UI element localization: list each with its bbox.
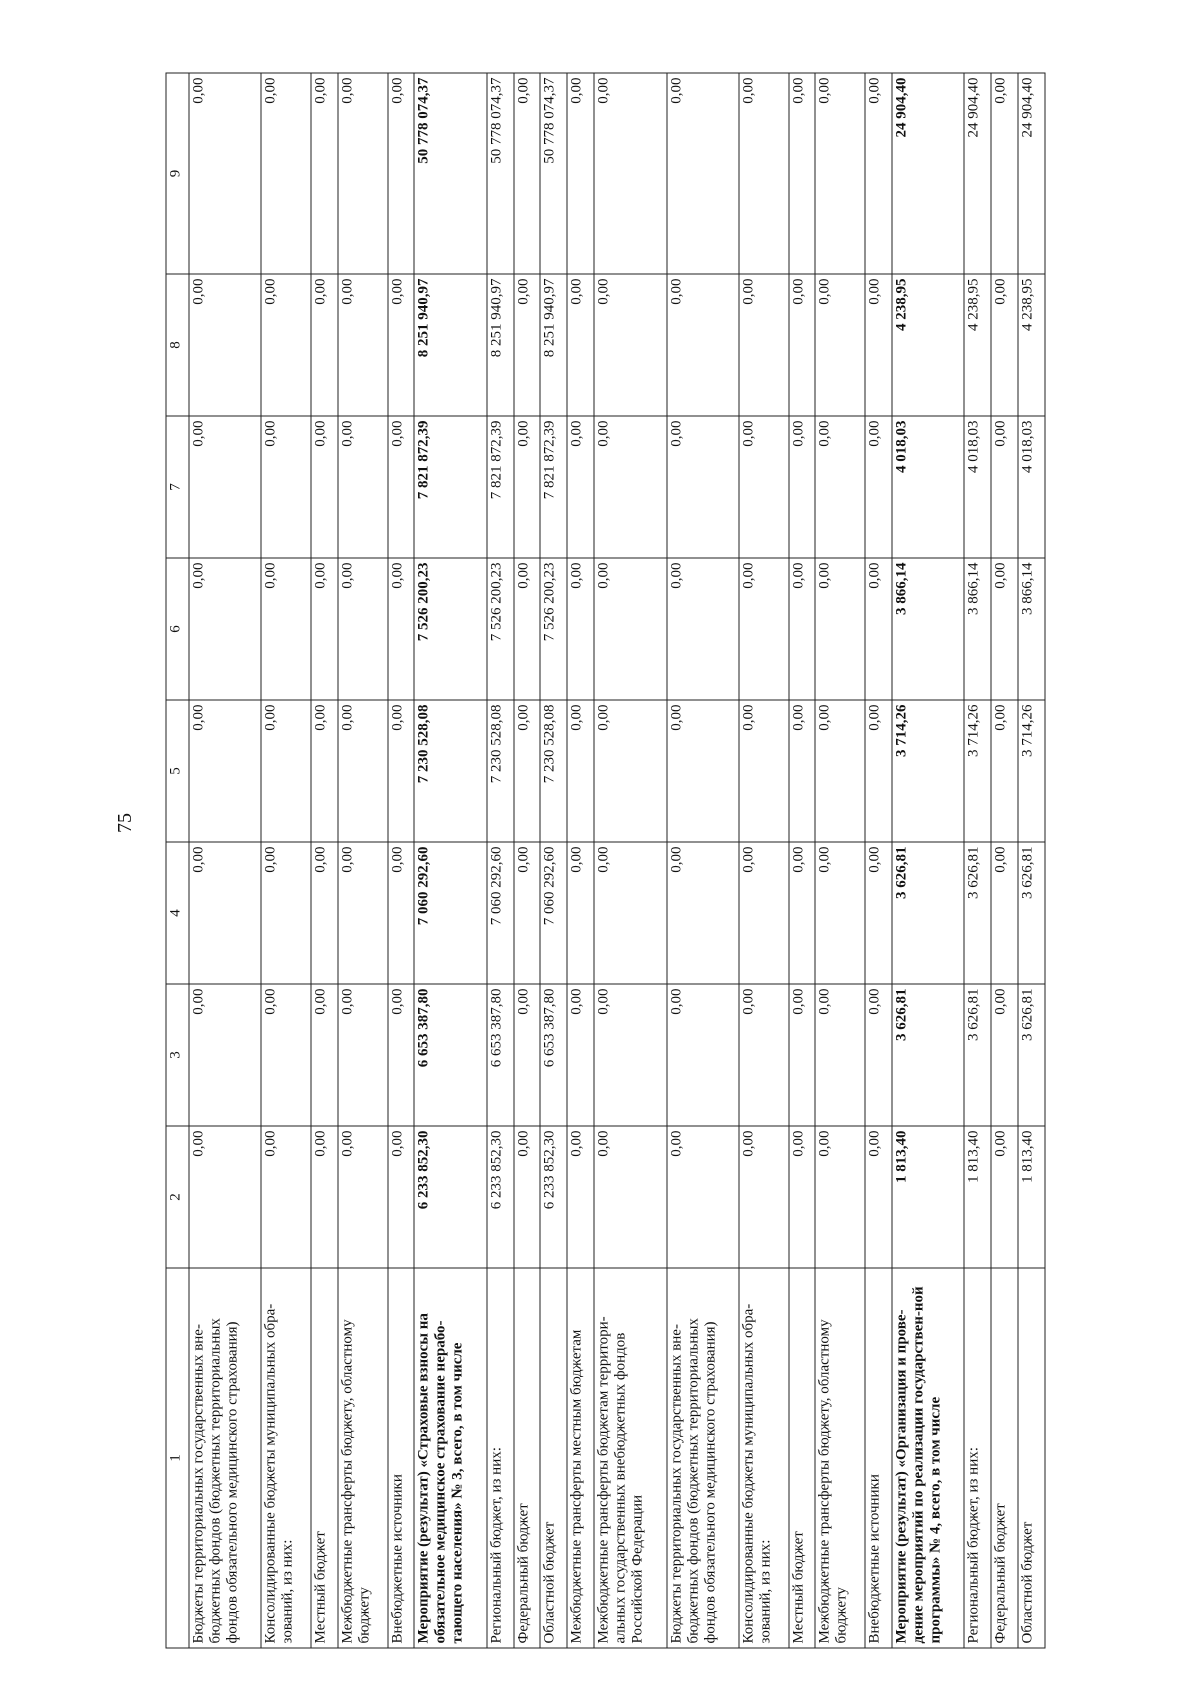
value-cell: 0,00 xyxy=(788,416,815,558)
value-cell: 0,00 xyxy=(865,700,892,842)
value-cell: 0,00 xyxy=(739,558,789,700)
value-cell: 0,00 xyxy=(739,274,789,416)
table-row xyxy=(513,73,540,1648)
value-cell: 0,00 xyxy=(261,558,311,700)
value-cell: 0,00 xyxy=(337,416,387,558)
value-cell: 0,00 xyxy=(311,984,338,1126)
value-cell: 3 714,26 xyxy=(964,700,991,842)
value-cell: 4 238,95 xyxy=(964,274,991,416)
page-number: 75 xyxy=(114,813,136,833)
value-cell: 0,00 xyxy=(815,700,865,842)
value-cell: 0,00 xyxy=(513,984,540,1126)
value-cell: 0,00 xyxy=(387,842,414,984)
value-cell: 7 060 292,60 xyxy=(540,842,567,984)
value-cell: 0,00 xyxy=(594,700,666,842)
value-cell: 0,00 xyxy=(815,984,865,1126)
table-row xyxy=(815,73,865,1648)
value-cell: 0,00 xyxy=(567,700,594,842)
value-cell: 0,00 xyxy=(387,274,414,416)
value-cell: 7 526 200,23 xyxy=(486,558,513,700)
value-cell: 0,00 xyxy=(991,274,1018,416)
value-cell: 0,00 xyxy=(815,842,865,984)
value-cell: 0,00 xyxy=(666,274,738,416)
value-cell: 4 018,03 xyxy=(1018,416,1045,558)
value-cell: 0,00 xyxy=(513,842,540,984)
value-cell: 0,00 xyxy=(865,842,892,984)
value-cell: 24 904,40 xyxy=(964,73,991,274)
value-cell: 3 866,14 xyxy=(964,558,991,700)
value-cell: 0,00 xyxy=(567,416,594,558)
value-cell: 0,00 xyxy=(513,558,540,700)
value-cell: 0,00 xyxy=(337,274,387,416)
rotated-table-container xyxy=(165,73,1045,1648)
value-cell: 1 813,40 xyxy=(1018,1126,1045,1268)
value-cell: 50 778 074,37 xyxy=(486,73,513,274)
value-cell: 0,00 xyxy=(387,984,414,1126)
value-cell: 0,00 xyxy=(261,274,311,416)
value-cell: 7 526 200,23 xyxy=(414,558,486,700)
value-cell: 0,00 xyxy=(337,73,387,274)
value-cell: 0,00 xyxy=(815,558,865,700)
value-cell: 7 230 528,08 xyxy=(540,700,567,842)
table-row xyxy=(666,73,738,1648)
value-cell: 0,00 xyxy=(815,1126,865,1268)
value-cell: 0,00 xyxy=(991,842,1018,984)
table-row xyxy=(991,73,1018,1648)
budget-table xyxy=(165,72,1045,1648)
value-cell: 0,00 xyxy=(189,842,261,984)
value-cell: 0,00 xyxy=(567,842,594,984)
value-cell: 0,00 xyxy=(788,1126,815,1268)
value-cell: 0,00 xyxy=(513,416,540,558)
value-cell: 0,00 xyxy=(567,73,594,274)
value-cell: 0,00 xyxy=(815,416,865,558)
value-cell: 4 018,03 xyxy=(891,416,963,558)
value-cell: 0,00 xyxy=(567,274,594,416)
value-cell: 0,00 xyxy=(189,984,261,1126)
value-cell: 0,00 xyxy=(666,984,738,1126)
value-cell: 1 813,40 xyxy=(891,1126,963,1268)
value-cell: 7 230 528,08 xyxy=(486,700,513,842)
column-header: 1 xyxy=(166,1268,189,1648)
value-cell: 7 230 528,08 xyxy=(414,700,486,842)
row-label: Межбюджетные трансферты местным бюджетам xyxy=(567,1268,594,1648)
row-label: Межбюджетные трансферты бюджетам территори-альных государственных внебюджетных фондов Российской Федерации xyxy=(594,1268,666,1648)
value-cell: 0,00 xyxy=(788,558,815,700)
value-cell: 3 626,81 xyxy=(1018,984,1045,1126)
value-cell: 7 060 292,60 xyxy=(414,842,486,984)
value-cell: 3 626,81 xyxy=(891,842,963,984)
value-cell: 0,00 xyxy=(815,73,865,274)
value-cell: 0,00 xyxy=(815,274,865,416)
table-row xyxy=(964,73,991,1648)
value-cell: 0,00 xyxy=(788,274,815,416)
value-cell: 3 626,81 xyxy=(1018,842,1045,984)
value-cell: 0,00 xyxy=(189,1126,261,1268)
row-label: Мероприятие (результат) «Организация и прове-дение мероприятий по реализации государствен-ной программы» № 4, всего, в том числе xyxy=(891,1268,963,1648)
value-cell: 0,00 xyxy=(666,558,738,700)
value-cell: 0,00 xyxy=(261,842,311,984)
table-row xyxy=(540,73,567,1648)
row-label: Местный бюджет xyxy=(788,1268,815,1648)
value-cell: 0,00 xyxy=(387,700,414,842)
value-cell: 0,00 xyxy=(311,416,338,558)
value-cell: 0,00 xyxy=(788,73,815,274)
table-row xyxy=(311,73,338,1648)
value-cell: 0,00 xyxy=(594,558,666,700)
column-header: 8 xyxy=(166,274,189,416)
column-header: 7 xyxy=(166,416,189,558)
value-cell: 0,00 xyxy=(387,558,414,700)
column-header: 4 xyxy=(166,842,189,984)
value-cell: 6 233 852,30 xyxy=(486,1126,513,1268)
value-cell: 0,00 xyxy=(311,274,338,416)
value-cell: 6 653 387,80 xyxy=(486,984,513,1126)
value-cell: 6 233 852,30 xyxy=(414,1126,486,1268)
value-cell: 0,00 xyxy=(261,416,311,558)
value-cell: 0,00 xyxy=(337,842,387,984)
value-cell: 50 778 074,37 xyxy=(414,73,486,274)
value-cell: 0,00 xyxy=(788,984,815,1126)
row-label: Региональный бюджет, из них: xyxy=(486,1268,513,1648)
value-cell: 0,00 xyxy=(594,73,666,274)
value-cell: 0,00 xyxy=(311,842,338,984)
table-row xyxy=(337,73,387,1648)
value-cell: 3 866,14 xyxy=(891,558,963,700)
value-cell: 0,00 xyxy=(594,984,666,1126)
row-label: Мероприятие (результат) «Страховые взносы на обязательное медицинское страхование нерабо-тающего населения» № 3, всего, в том числе xyxy=(414,1268,486,1648)
table-row xyxy=(567,73,594,1648)
value-cell: 1 813,40 xyxy=(964,1126,991,1268)
value-cell: 0,00 xyxy=(991,558,1018,700)
value-cell: 0,00 xyxy=(189,558,261,700)
row-label: Внебюджетные источники xyxy=(387,1268,414,1648)
row-label: Межбюджетные трансферты бюджету, областному бюджету xyxy=(815,1268,865,1648)
value-cell: 3 866,14 xyxy=(1018,558,1045,700)
value-cell: 0,00 xyxy=(261,1126,311,1268)
row-label: Федеральный бюджет xyxy=(513,1268,540,1648)
value-cell: 4 238,95 xyxy=(1018,274,1045,416)
value-cell: 6 233 852,30 xyxy=(540,1126,567,1268)
value-cell: 6 653 387,80 xyxy=(540,984,567,1126)
value-cell: 8 251 940,97 xyxy=(486,274,513,416)
value-cell: 0,00 xyxy=(337,984,387,1126)
value-cell: 0,00 xyxy=(739,73,789,274)
value-cell: 0,00 xyxy=(865,558,892,700)
value-cell: 0,00 xyxy=(594,416,666,558)
value-cell: 0,00 xyxy=(991,984,1018,1126)
value-cell: 6 653 387,80 xyxy=(414,984,486,1126)
value-cell: 0,00 xyxy=(387,416,414,558)
value-cell: 0,00 xyxy=(311,73,338,274)
row-label: Консолидированные бюджеты муниципальных обра-зований, из них: xyxy=(739,1268,789,1648)
value-cell: 0,00 xyxy=(261,984,311,1126)
value-cell: 0,00 xyxy=(865,1126,892,1268)
value-cell: 8 251 940,97 xyxy=(540,274,567,416)
value-cell: 0,00 xyxy=(567,984,594,1126)
value-cell: 0,00 xyxy=(788,700,815,842)
value-cell: 0,00 xyxy=(666,416,738,558)
table-body xyxy=(189,73,1045,1648)
rotated-table-frame xyxy=(165,73,1045,1648)
column-header: 2 xyxy=(166,1126,189,1268)
value-cell: 0,00 xyxy=(189,416,261,558)
value-cell: 0,00 xyxy=(387,73,414,274)
value-cell: 0,00 xyxy=(666,1126,738,1268)
value-cell: 0,00 xyxy=(865,416,892,558)
value-cell: 0,00 xyxy=(567,558,594,700)
row-label: Местный бюджет xyxy=(311,1268,338,1648)
table-row xyxy=(788,73,815,1648)
value-cell: 0,00 xyxy=(261,700,311,842)
table-row xyxy=(865,73,892,1648)
value-cell: 4 018,03 xyxy=(964,416,991,558)
value-cell: 24 904,40 xyxy=(891,73,963,274)
value-cell: 0,00 xyxy=(513,700,540,842)
value-cell: 0,00 xyxy=(594,274,666,416)
column-header: 3 xyxy=(166,984,189,1126)
row-label: Областной бюджет xyxy=(1018,1268,1045,1648)
value-cell: 0,00 xyxy=(311,700,338,842)
table-row xyxy=(414,73,486,1648)
value-cell: 0,00 xyxy=(865,984,892,1126)
value-cell: 0,00 xyxy=(991,700,1018,842)
value-cell: 7 821 872,39 xyxy=(486,416,513,558)
value-cell: 7 060 292,60 xyxy=(486,842,513,984)
value-cell: 0,00 xyxy=(739,1126,789,1268)
value-cell: 0,00 xyxy=(739,416,789,558)
value-cell: 3 714,26 xyxy=(891,700,963,842)
row-label: Межбюджетные трансферты бюджету, областному бюджету xyxy=(337,1268,387,1648)
table-row xyxy=(891,73,963,1648)
table-row xyxy=(486,73,513,1648)
row-label: Федеральный бюджет xyxy=(991,1268,1018,1648)
table-row xyxy=(594,73,666,1648)
value-cell: 0,00 xyxy=(739,700,789,842)
value-cell: 0,00 xyxy=(991,416,1018,558)
row-label: Областной бюджет xyxy=(540,1268,567,1648)
value-cell: 8 251 940,97 xyxy=(414,274,486,416)
column-header: 5 xyxy=(166,700,189,842)
value-cell: 0,00 xyxy=(189,700,261,842)
value-cell: 4 238,95 xyxy=(891,274,963,416)
value-cell: 0,00 xyxy=(567,1126,594,1268)
value-cell: 0,00 xyxy=(666,73,738,274)
value-cell: 0,00 xyxy=(666,700,738,842)
value-cell: 0,00 xyxy=(513,73,540,274)
value-cell: 0,00 xyxy=(594,1126,666,1268)
value-cell: 0,00 xyxy=(991,73,1018,274)
table-row xyxy=(387,73,414,1648)
value-cell: 0,00 xyxy=(739,984,789,1126)
value-cell: 0,00 xyxy=(739,842,789,984)
value-cell: 0,00 xyxy=(337,1126,387,1268)
value-cell: 7 526 200,23 xyxy=(540,558,567,700)
value-cell: 24 904,40 xyxy=(1018,73,1045,274)
value-cell: 0,00 xyxy=(311,1126,338,1268)
column-header: 6 xyxy=(166,558,189,700)
table-row xyxy=(739,73,789,1648)
value-cell: 0,00 xyxy=(513,274,540,416)
value-cell: 3 714,26 xyxy=(1018,700,1045,842)
row-label: Консолидированные бюджеты муниципальных обра-зований, из них: xyxy=(261,1268,311,1648)
value-cell: 0,00 xyxy=(311,558,338,700)
value-cell: 7 821 872,39 xyxy=(540,416,567,558)
row-label: Бюджеты территориальных государственных вне-бюджетных фондов (бюджетных территориальных фондов обязательного медицинского страхования) xyxy=(189,1268,261,1648)
value-cell: 50 778 074,37 xyxy=(540,73,567,274)
value-cell: 0,00 xyxy=(189,73,261,274)
value-cell: 0,00 xyxy=(337,558,387,700)
value-cell: 0,00 xyxy=(387,1126,414,1268)
value-cell: 0,00 xyxy=(261,73,311,274)
value-cell: 0,00 xyxy=(189,274,261,416)
value-cell: 3 626,81 xyxy=(964,842,991,984)
value-cell: 0,00 xyxy=(513,1126,540,1268)
row-label: Бюджеты территориальных государственных вне-бюджетных фондов (бюджетных территориальных фондов обязательного медицинского страхования) xyxy=(666,1268,738,1648)
table-row xyxy=(261,73,311,1648)
value-cell: 0,00 xyxy=(865,274,892,416)
table-row xyxy=(189,73,261,1648)
value-cell: 0,00 xyxy=(337,700,387,842)
value-cell: 0,00 xyxy=(666,842,738,984)
table-row xyxy=(1018,73,1045,1648)
value-cell: 7 821 872,39 xyxy=(414,416,486,558)
value-cell: 3 626,81 xyxy=(964,984,991,1126)
table-header-row xyxy=(166,73,189,1648)
column-header: 9 xyxy=(166,73,189,274)
row-label: Внебюджетные источники xyxy=(865,1268,892,1648)
value-cell: 0,00 xyxy=(865,73,892,274)
value-cell: 0,00 xyxy=(991,1126,1018,1268)
value-cell: 0,00 xyxy=(788,842,815,984)
value-cell: 3 626,81 xyxy=(891,984,963,1126)
row-label: Региональный бюджет, из них: xyxy=(964,1268,991,1648)
value-cell: 0,00 xyxy=(594,842,666,984)
